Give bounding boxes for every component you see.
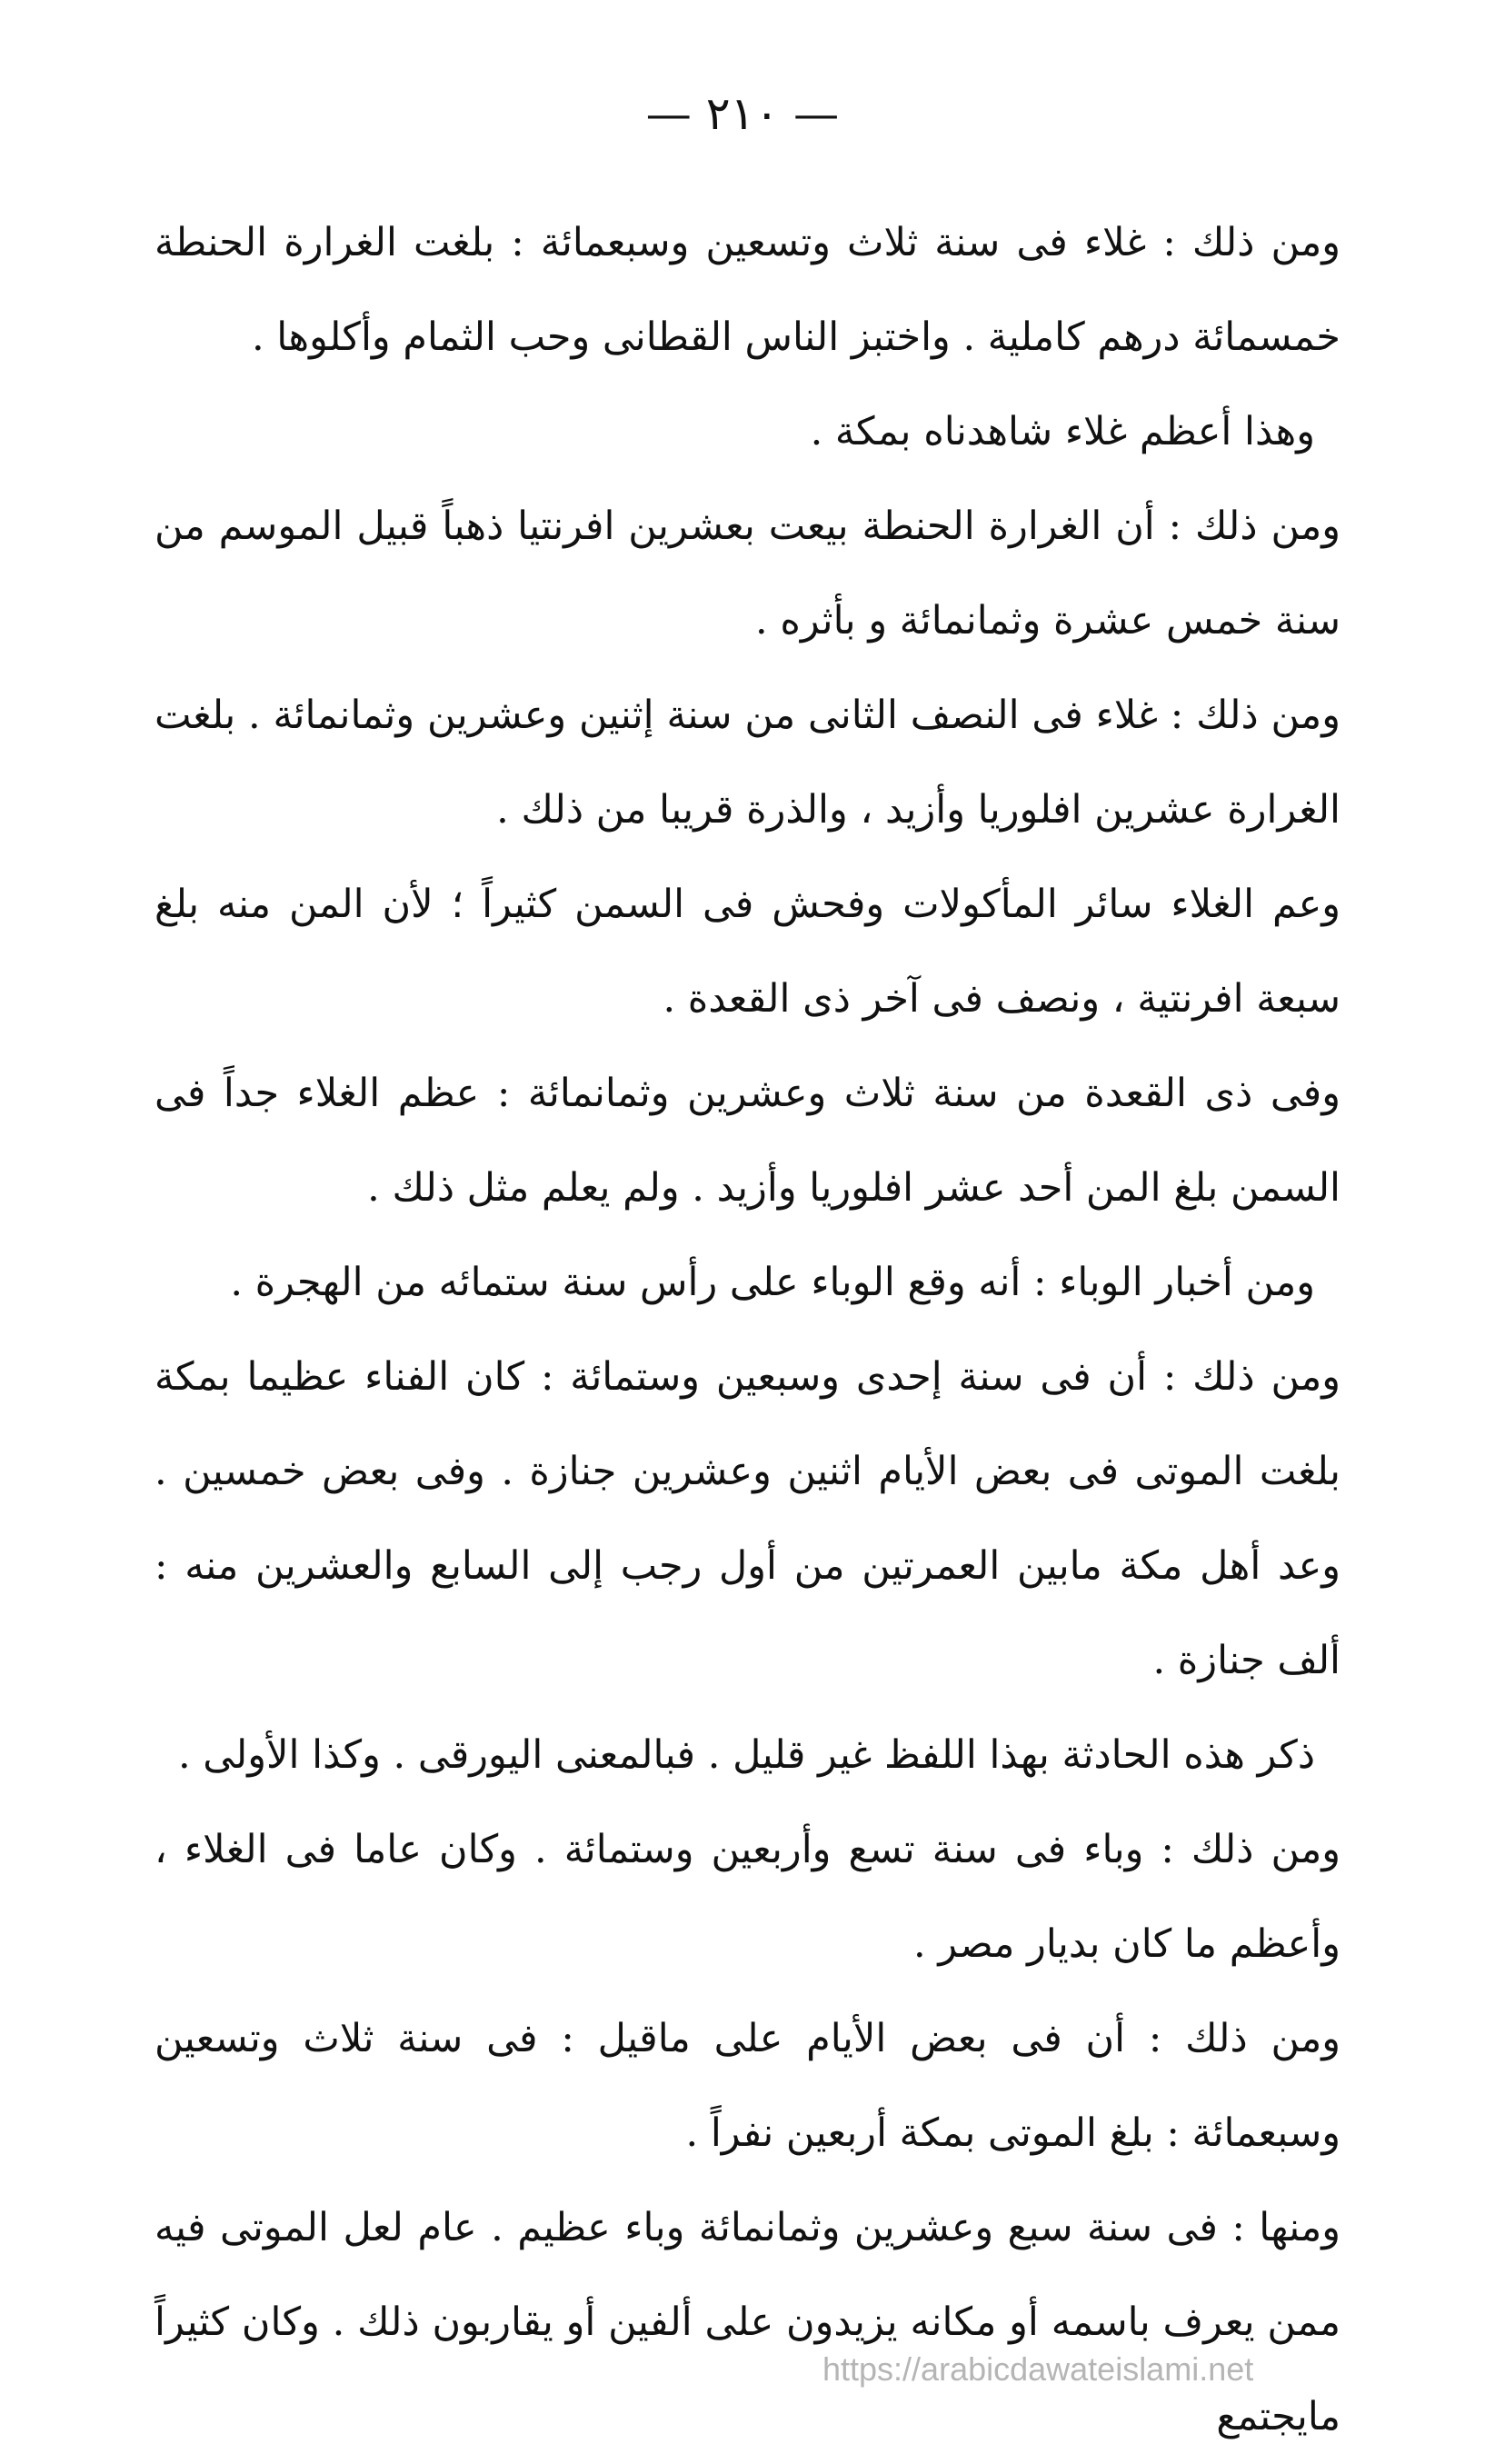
paragraph-plague-649: ومن ذلك : وباء فى سنة تسع وأربعين وستمائة . وكان عاما فى الغلاء ، وأعظم ما كان بديار مصر . (154, 1827, 1340, 1967)
paragraph-greatest-famine: وهذا أعظم غلاء شاهدناه بمكة . (810, 409, 1315, 454)
website-watermark: https://arabicdawateislami.net (822, 2350, 1254, 2388)
paragraph-famine-793: ومن ذلك : غلاء فى سنة ثلاث وتسعين وسبعمائة : بلغت الغرارة الحنطة خمسمائة درهم كاملية . واختبز الناس القطانى وحب الثمام وأكلوها . (154, 220, 1340, 360)
paragraph-famine-822: ومن ذلك : غلاء فى النصف الثانى من سنة إثنين وعشرين وثمانمائة . بلغت الغرارة عشرين افلوريا وأزيد ، والذرة قريبا من ذلك . (154, 693, 1340, 833)
paragraph-source-note: ذكر هذه الحادثة بهذا اللفظ غير قليل . فبالمعنى اليورقى . وكذا الأولى . (177, 1732, 1315, 1778)
paragraph-deaths-793: ومن ذلك : أن فى بعض الأيام على ماقيل : فى سنة ثلاث وتسعين وسبعمائة : بلغ الموتى بمكة أربعين نفراً . (154, 2016, 1340, 2156)
paragraph-plague-827: ومنها : فى سنة سبع وعشرين وثمانمائة وباء عظيم . عام لعل الموتى فيه ممن يعرف باسمه أو مكانه يزيدون على ألفين أو يقاربون ذلك . وكان كثيراً مايجتمع (154, 2205, 1340, 2439)
paragraph-ghee-price: وعم الغلاء سائر المأكولات وفحش فى السمن كثيراً ؛ لأن المن منه بلغ سبعة افرنتية ، ونصف فى آخر ذى القعدة . (154, 882, 1340, 1022)
paragraph-plague-671: ومن ذلك : أن فى سنة إحدى وسبعين وستمائة : كان الفناء عظيما بمكة بلغت الموتى فى بعض الأيام اثنين وعشرين جنازة . وفى بعض خمسين . وعد أهل مكة مابين العمرتين من أول رجب إلى السابع والعشرين منه : ألف جنازة . (154, 1354, 1340, 1683)
paragraph-plague-600: ومن أخبار الوباء : أنه وقع الوباء على رأس سنة ستمائه من الهجرة . (230, 1260, 1315, 1305)
paragraph-wheat-price-815: ومن ذلك : أن الغرارة الحنطة بيعت بعشرين افرنتيا ذهباً قبيل الموسم من سنة خمس عشرة وثمانمائة و بأثره . (154, 504, 1340, 643)
paragraph-famine-823: وفى ذى القعدة من سنة ثلاث وعشرين وثمانمائة : عظم الغلاء جداً فى السمن بلغ المن أحد عشر افلوريا وأزيد . ولم يعلم مثل ذلك . (154, 1071, 1340, 1211)
page-text-body (154, 195, 1340, 2464)
page-number: — ٢١٠ — (645, 87, 840, 140)
